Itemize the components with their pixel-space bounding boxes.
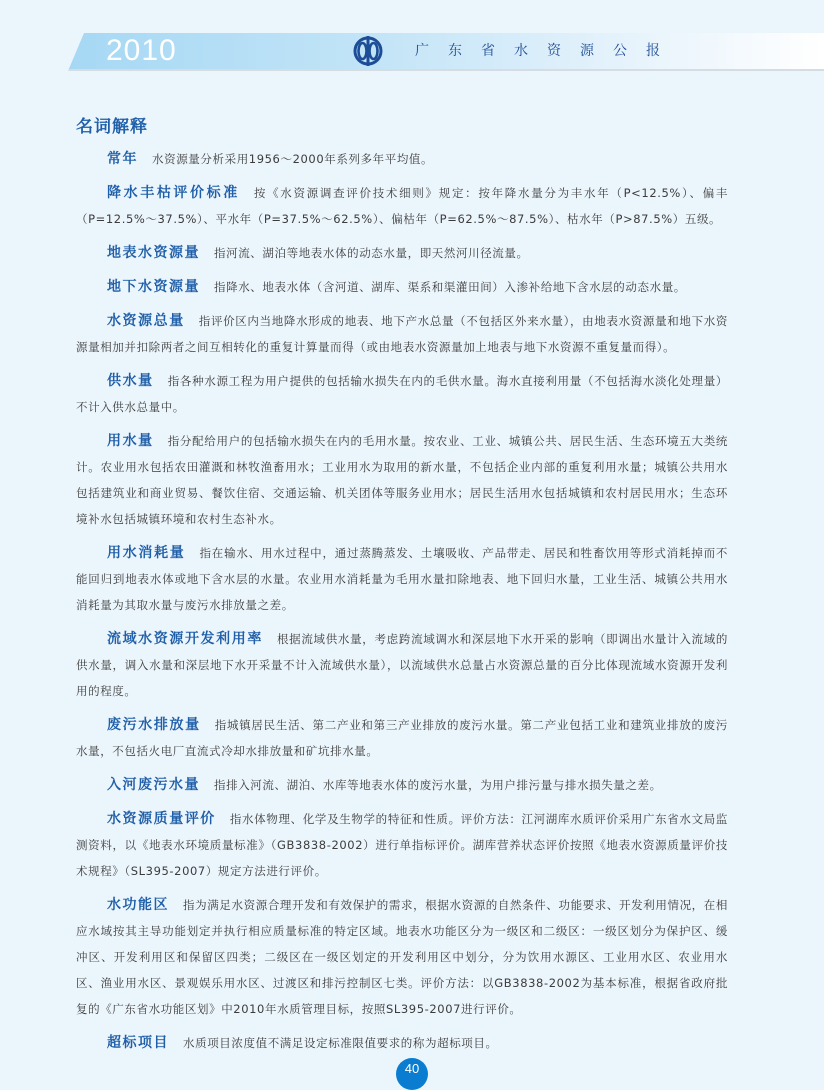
glossary-term: 水资源质量评价 [107, 811, 216, 827]
glossary-entry [76, 368, 728, 420]
glossary-entry [76, 540, 728, 618]
glossary-entry [76, 892, 728, 1022]
glossary-definition: 指水体物理、化学及生物学的特征和性质。评价方法：江河湖库水质评价采用广东省水文局监测资料，以《地表水环境质量标准》（GB3838-2002）进行单指标评价。湖库营养状态评价按照《地表水资源质量评价技术规程》（SL395-2007）规定方法进行评价。 [76, 812, 728, 878]
glossary-definition: 指为满足水资源合理开发和有效保护的需求，根据水资源的自然条件、功能要求、开发利用情况，在相应水域按其主导功能划定并执行相应质量标准的特定区域。地表水功能区分为一级区和二级区：一级区划分为保护区、缓冲区、开发利用区和保留区四类；二级区在一级区划定的开发利用区中划分，分为饮用水源区、工业用水区、农业用水区、渔业用水区、景观娱乐用水区、过渡区和排污控制区七类。评价方法：以GB3838-2002为基本标准，根据省政府批复的《广东省水功能区划》中2010年水质管理目标，按照SL395-2007进行评价。 [76, 898, 728, 1016]
glossary-term: 地表水资源量 [107, 245, 200, 261]
glossary-term: 常年 [107, 151, 138, 167]
glossary-term: 降水丰枯评价标准 [107, 185, 240, 201]
glossary-term: 流域水资源开发利用率 [107, 631, 263, 647]
glossary-entry [76, 428, 728, 532]
report-year: 2010 [106, 34, 177, 67]
glossary-entry [76, 274, 728, 300]
glossary-entry [76, 240, 728, 266]
glossary-definition: 水资源量分析采用1956～2000年系列多年平均值。 [152, 152, 434, 166]
glossary-term: 供水量 [107, 373, 154, 389]
glossary-entry [76, 806, 728, 884]
glossary-term: 超标项目 [107, 1035, 169, 1051]
glossary-entry [76, 712, 728, 764]
glossary-entry [76, 626, 728, 704]
glossary-term: 用水量 [107, 433, 154, 449]
glossary-definition: 指排入河流、湖泊、水库等地表水体的废污水量，为用户排污量与排水损失量之差。 [214, 778, 662, 792]
glossary-definition: 指在输水、用水过程中，通过蒸腾蒸发、土壤吸收、产品带走、居民和牲畜饮用等形式消耗掉而不能回归到地表水体或地下含水层的水量。农业用水消耗量为毛用水量扣除地表、地下回归水量，工业生活、城镇公共用水消耗量为其取水量与废污水排放量之差。 [76, 546, 729, 612]
glossary-term: 废污水排放量 [107, 717, 201, 733]
glossary-term: 水功能区 [107, 897, 170, 913]
glossary-term: 入河废污水量 [107, 777, 200, 793]
glossary-definition: 指评价区内当地降水形成的地表、地下产水总量（不包括区外来水量），由地表水资源量和地下水资源量相加并扣除两者之间互相转化的重复计算量而得（或由地表水资源量加上地表与地下水资源不重复量而得）。 [76, 314, 728, 354]
glossary-entry [76, 180, 728, 232]
glossary-definition: 指河流、湖泊等地表水体的动态水量，即天然河川径流量。 [214, 246, 529, 260]
glossary-entry [76, 772, 728, 798]
glossary-definition: 水质项目浓度值不满足设定标准限值要求的称为超标项目。 [183, 1036, 498, 1050]
glossary-definition: 指降水、地表水体（含河道、湖库、渠系和渠灌田间）入渗补给地下含水层的动态水量。 [214, 280, 686, 294]
report-title: 广东省水资源公报 [415, 43, 679, 59]
glossary-term: 用水消耗量 [107, 545, 186, 561]
glossary-entry [76, 1030, 728, 1056]
glossary-definition: 根据流域供水量，考虑跨流域调水和深层地下水开采的影响（即调出水量计入流域的供水量，调入水量和深层地下水开采量不计入流域供水量），以流域供水总量占水资源总量的百分比体现流域水资源开发利用的程度。 [76, 632, 728, 698]
glossary-definition: 按《水资源调查评价技术细则》规定：按年降水量分为丰水年（P<12.5%）、偏丰（P=12.5%～37.5%）、平水年（P=37.5%～62.5%）、偏枯年（P=62.5%～87.5%）、枯水年（P>87.5%）五级。 [76, 186, 729, 226]
glossary-term: 水资源总量 [107, 313, 185, 329]
glossary-entry [76, 308, 728, 360]
glossary-entry [76, 146, 728, 172]
glossary-list [76, 146, 728, 1064]
glossary-term: 地下水资源量 [107, 279, 200, 295]
glossary-definition: 指城镇居民生活、第二产业和第三产业排放的废污水量。第二产业包括工业和建筑业排放的废污水量，不包括火电厂直流式冷却水排放量和矿坑排水量。 [76, 718, 729, 758]
glossary-definition: 指分配给用户的包括输水损失在内的毛用水量。按农业、工业、城镇公共、居民生活、生态环境五大类统计。农业用水包括农田灌溉和林牧渔畜用水；工业用水为取用的新水量，不包括企业内部的重复利用水量；城镇公共用水包括建筑业和商业贸易、餐饮住宿、交通运输、机关团体等服务业用水；居民生活用水包括城镇和农村居民用水；生态环境补水包括城镇环境和农村生态补水。 [76, 434, 728, 526]
water-resources-logo-icon [353, 35, 383, 67]
section-title: 名词解释 [76, 117, 148, 137]
page-number-badge: 40 [396, 1058, 428, 1090]
glossary-definition: 指各种水源工程为用户提供的包括输水损失在内的毛供水量。海水直接利用量（不包括海水淡化处理量）不计入供水总量中。 [76, 374, 728, 414]
